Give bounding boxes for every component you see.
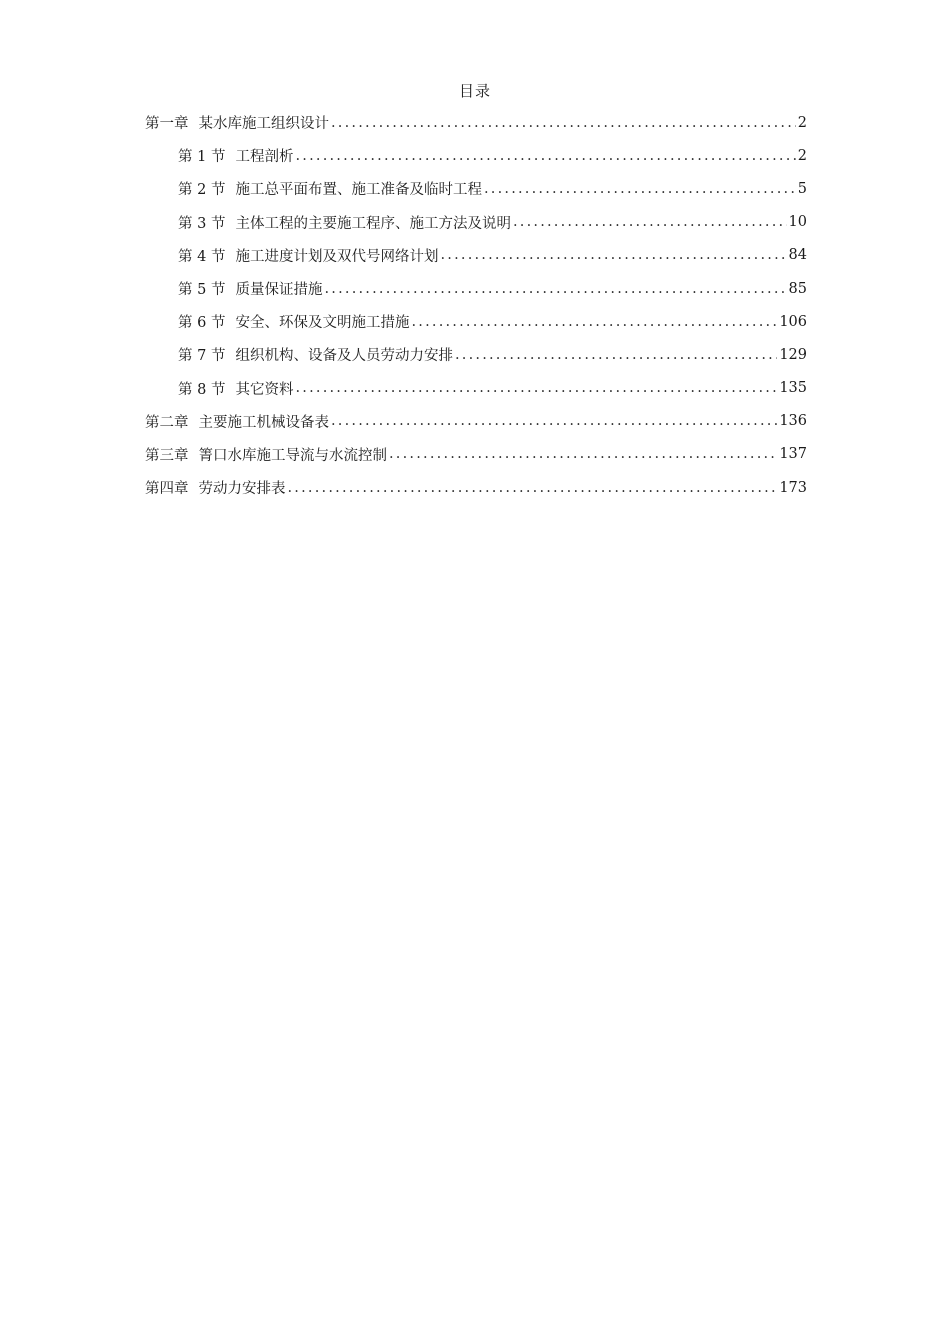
toc-entry[interactable] xyxy=(145,272,807,305)
toc-entry[interactable] xyxy=(145,438,807,471)
toc-entry-label xyxy=(178,212,511,233)
toc-entry-page: 84 xyxy=(788,247,807,264)
toc-entry-number: 第 6 节 xyxy=(178,315,226,332)
toc-entry-label xyxy=(178,245,438,266)
toc-entry-label xyxy=(178,278,322,299)
toc-entry-page: 5 xyxy=(797,180,807,197)
toc-entry-number: 第 3 节 xyxy=(178,215,226,232)
toc-entry-number: 第 1 节 xyxy=(178,149,226,166)
toc-entry-label xyxy=(145,444,387,465)
toc-entry[interactable] xyxy=(145,471,807,504)
toc-entry-text: 其它资料 xyxy=(235,381,294,398)
toc-entry-number: 第三章 xyxy=(145,447,189,464)
toc-entry-label xyxy=(145,411,329,432)
toc-entry-number: 第 4 节 xyxy=(178,248,226,265)
toc-entry[interactable] xyxy=(145,372,807,405)
toc-entry-text: 质量保证措施 xyxy=(235,282,323,299)
toc-entry-number: 第 8 节 xyxy=(178,381,226,398)
toc-entry-page: 2 xyxy=(797,147,807,164)
toc-entry-page: 10 xyxy=(788,214,807,231)
toc-entry-label xyxy=(178,311,409,332)
toc-entry-page: 136 xyxy=(779,413,807,430)
toc-entry-text: 箐口水库施工导流与水流控制 xyxy=(198,447,387,464)
toc-entry[interactable] xyxy=(145,106,807,139)
toc-entry-text: 劳动力安排表 xyxy=(198,481,286,498)
toc-entry[interactable] xyxy=(145,405,807,438)
toc-entry-label xyxy=(178,344,453,365)
toc-leader-dots xyxy=(440,247,786,263)
toc-entry-page: 137 xyxy=(779,446,807,463)
toc-entry-number: 第二章 xyxy=(145,414,189,431)
toc-leader-dots xyxy=(484,181,796,197)
toc-entry-text: 施工总平面布置、施工准备及临时工程 xyxy=(235,182,482,199)
toc-entry-page: 135 xyxy=(779,380,807,397)
toc-entry[interactable] xyxy=(145,338,807,371)
toc-entry[interactable] xyxy=(145,172,807,205)
toc-entry-page: 85 xyxy=(788,280,807,297)
toc-entry[interactable] xyxy=(145,139,807,172)
toc-entry-number: 第 7 节 xyxy=(178,348,226,365)
toc-entry-number: 第一章 xyxy=(145,116,189,133)
toc-entry-text: 某水库施工组织设计 xyxy=(198,116,329,133)
toc-leader-dots xyxy=(389,446,777,462)
table-of-contents xyxy=(145,106,807,504)
toc-leader-dots xyxy=(295,380,777,396)
toc-entry-text: 主要施工机械设备表 xyxy=(198,414,329,431)
toc-entry-label xyxy=(145,112,329,133)
toc-entry-label xyxy=(178,178,482,199)
toc-entry[interactable] xyxy=(145,305,807,338)
toc-entry-text: 施工进度计划及双代号网络计划 xyxy=(235,248,439,265)
toc-leader-dots xyxy=(288,480,778,496)
toc-entry-label xyxy=(178,145,293,166)
toc-leader-dots xyxy=(513,214,787,230)
toc-entry-page: 2 xyxy=(797,114,807,131)
toc-leader-dots xyxy=(331,115,796,131)
toc-leader-dots xyxy=(324,281,786,297)
toc-entry-text: 主体工程的主要施工程序、施工方法及说明 xyxy=(235,215,511,232)
toc-entry-number: 第 5 节 xyxy=(178,282,226,299)
toc-leader-dots xyxy=(455,347,777,363)
toc-entry-page: 173 xyxy=(779,479,807,496)
toc-entry[interactable] xyxy=(145,239,807,272)
toc-entry-label xyxy=(145,477,286,498)
toc-leader-dots xyxy=(295,148,795,164)
toc-leader-dots xyxy=(331,413,777,429)
toc-entry-page: 106 xyxy=(779,313,807,330)
toc-entry[interactable] xyxy=(145,206,807,239)
toc-entry-text: 组织机构、设备及人员劳动力安排 xyxy=(235,348,453,365)
toc-entry-text: 工程剖析 xyxy=(235,149,294,166)
toc-entry-number: 第四章 xyxy=(145,481,189,498)
toc-entry-number: 第 2 节 xyxy=(178,182,226,199)
toc-leader-dots xyxy=(411,314,777,330)
toc-title: 目录 xyxy=(458,82,491,100)
toc-entry-text: 安全、环保及文明施工措施 xyxy=(235,315,410,332)
toc-entry-label xyxy=(178,378,293,399)
toc-entry-page: 129 xyxy=(779,346,807,363)
